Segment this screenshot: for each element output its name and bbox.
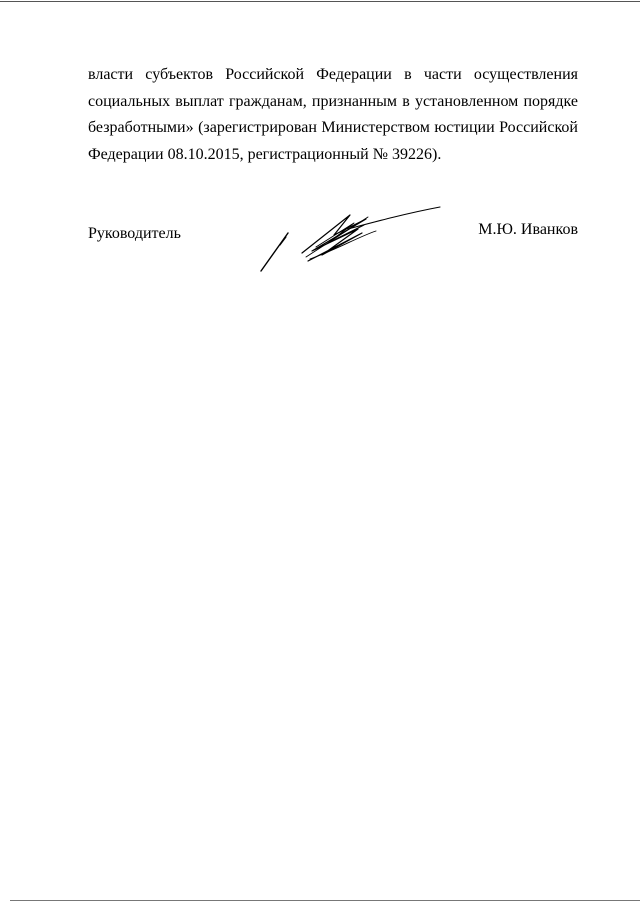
scan-edge-bottom bbox=[10, 900, 640, 901]
paragraph-line: власти субъектов Российской Федерации в части осуществления bbox=[88, 66, 578, 83]
handwritten-signature bbox=[258, 203, 442, 275]
paragraph-line: безработными» (зарегистрирован Министерством юстиции Российской bbox=[88, 119, 578, 136]
signer-role: Руководитель bbox=[88, 225, 181, 242]
paragraph-line: социальных выплат гражданам, признанным в установленном порядке bbox=[88, 92, 578, 110]
scan-edge-top bbox=[0, 1, 640, 2]
paragraph-line: Федерации 08.10.2015, регистрационный № 39226). bbox=[88, 145, 442, 163]
signer-name: М.Ю. Иванков bbox=[478, 221, 578, 238]
document-body bbox=[88, 62, 578, 168]
